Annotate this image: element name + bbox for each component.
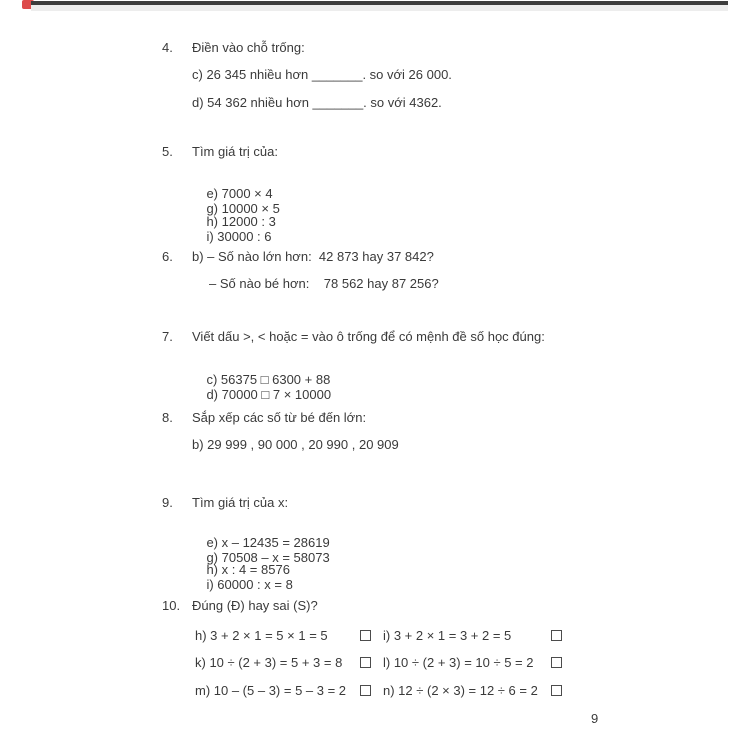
problem-7-heading <box>162 329 545 344</box>
problem-7-part-d: d) 70000 □ 7 × 10000 <box>206 387 332 402</box>
problem-10-row-2 <box>195 655 562 670</box>
problem-9-number: 9. <box>162 495 173 510</box>
problem-10-part-l: l) 10 ÷ (2 + 3) = 10 ÷ 5 = 2 <box>383 655 534 670</box>
problem-9-heading <box>162 495 288 510</box>
problem-10-heading <box>162 598 318 613</box>
answer-box-icon <box>551 630 562 641</box>
problem-5-number: 5. <box>162 144 173 159</box>
problem-10-row-3 <box>195 683 562 698</box>
problem-10-row-1 <box>195 628 562 643</box>
problem-5-part-e: e) 7000 × 4 <box>206 186 273 201</box>
problem-5-part-i: i) 30000 : 6 <box>206 229 272 244</box>
problem-7-number: 7. <box>162 329 173 344</box>
problem-6-heading <box>162 249 434 264</box>
problem-10-part-n: n) 12 ÷ (2 × 3) = 12 ÷ 6 = 2 <box>383 683 538 698</box>
problem-8-number: 8. <box>162 410 173 425</box>
problem-8-heading <box>162 410 366 425</box>
problem-7-part-c: c) 56375 □ 6300 + 88 <box>206 372 331 387</box>
problem-4-title: Điền vào chỗ trống: <box>192 40 305 55</box>
answer-box-icon <box>360 657 371 668</box>
answer-box-icon <box>360 685 371 696</box>
problem-10-part-i: i) 3 + 2 × 1 = 3 + 2 = 5 <box>383 628 512 643</box>
problem-9-part-i: i) 60000 : x = 8 <box>206 577 293 592</box>
problem-9-part-g: g) 70508 – x = 58073 <box>206 550 330 565</box>
problem-7-row-1 <box>192 357 399 417</box>
problem-6-line-2: – Số nào bé hơn: 78 562 hay 87 256? <box>209 276 439 291</box>
problem-9-part-h: h) x : 4 = 8576 <box>206 562 290 577</box>
problem-4-number: 4. <box>162 40 173 55</box>
problem-4-heading <box>162 40 305 55</box>
problem-10-part-h: h) 3 + 2 × 1 = 5 × 1 = 5 <box>195 628 328 643</box>
problem-5-part-h: h) 12000 : 3 <box>206 214 276 229</box>
problem-10-title: Đúng (Đ) hay sai (S)? <box>192 598 318 613</box>
problem-5-part-g: g) 10000 × 5 <box>206 201 280 216</box>
answer-box-icon <box>360 630 371 641</box>
problem-10-part-m: m) 10 – (5 – 3) = 5 – 3 = 2 <box>195 683 347 698</box>
problem-6-line-1: b) – Số nào lớn hơn: 42 873 hay 37 842? <box>192 249 434 264</box>
problem-9-part-e: e) x – 12435 = 28619 <box>206 535 330 550</box>
answer-box-icon <box>551 657 562 668</box>
answer-box-icon <box>551 685 562 696</box>
page-number: 9 <box>591 711 599 726</box>
problem-8-title: Sắp xếp các số từ bé đến lớn: <box>192 410 367 425</box>
problem-5-title: Tìm giá trị của: <box>192 144 278 159</box>
problem-9-title: Tìm giá trị của x: <box>192 495 289 510</box>
problem-4-part-c: c) 26 345 nhiều hơn _______. so với 26 000. <box>192 67 452 82</box>
problem-5-heading <box>162 144 278 159</box>
problem-10-number: 10. <box>162 598 181 613</box>
problem-4-part-d: d) 54 362 nhiều hơn _______. so với 4362. <box>192 95 442 110</box>
problem-6-number: 6. <box>162 249 173 264</box>
top-rule-shadow <box>31 5 728 11</box>
problem-10-part-k: k) 10 ÷ (2 + 3) = 5 + 3 = 8 <box>195 655 343 670</box>
problem-7-title: Viết dấu >, < hoặc = vào ô trống để có mệnh đề số học đúng: <box>192 329 545 344</box>
problem-8-part-b: b) 29 999 , 90 000 , 20 990 , 20 909 <box>192 437 399 452</box>
